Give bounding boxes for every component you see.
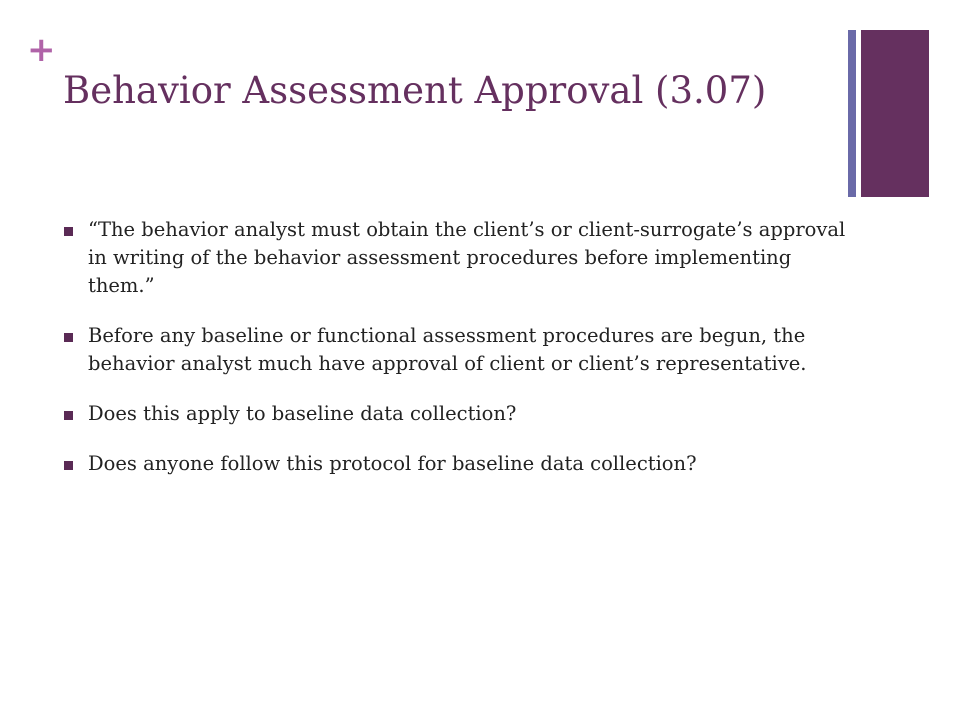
plus-icon: + bbox=[27, 30, 56, 70]
bullet-list bbox=[64, 216, 854, 500]
square-bullet-icon bbox=[64, 411, 73, 420]
slide-title: Behavior Assessment Approval (3.07) bbox=[63, 69, 767, 112]
bullet-text: Before any baseline or functional assessment procedures are begun, the behavior analyst much have approval of client or client’s representative. bbox=[88, 324, 807, 375]
bullet-item bbox=[64, 322, 854, 378]
bullet-item bbox=[64, 216, 854, 300]
accent-bar-thin bbox=[848, 30, 856, 197]
square-bullet-icon bbox=[64, 461, 73, 470]
accent-bar-thick bbox=[861, 30, 929, 197]
square-bullet-icon bbox=[64, 227, 73, 236]
bullet-text: “The behavior analyst must obtain the client’s or client-surrogate’s approval in writing of the behavior assessment procedures before implementing them.” bbox=[88, 218, 846, 297]
square-bullet-icon bbox=[64, 333, 73, 342]
bullet-item bbox=[64, 400, 854, 428]
bullet-item bbox=[64, 450, 854, 478]
bullet-text: Does this apply to baseline data collection? bbox=[88, 402, 517, 425]
bullet-text: Does anyone follow this protocol for baseline data collection? bbox=[88, 452, 697, 475]
